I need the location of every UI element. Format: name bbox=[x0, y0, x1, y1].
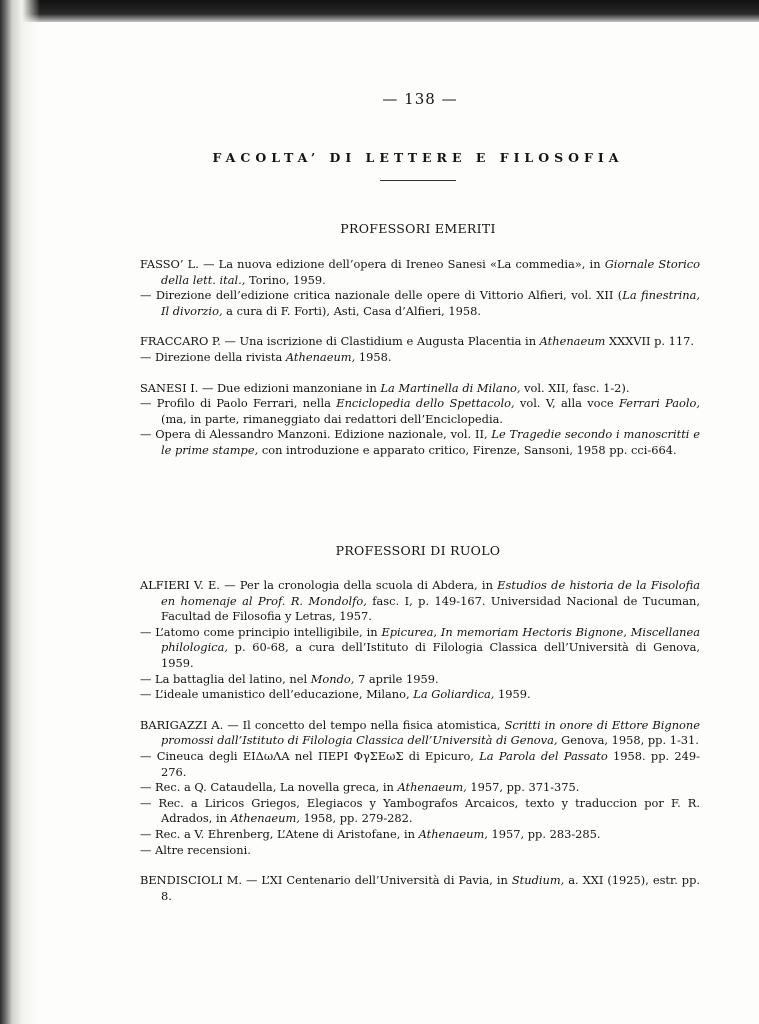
bibliography-entry bbox=[140, 578, 700, 703]
page-number: — 138 — bbox=[382, 90, 458, 108]
entry-title-italic: La Goliardica, bbox=[413, 687, 495, 702]
title-rule bbox=[380, 180, 456, 181]
entries-ruolo bbox=[140, 578, 700, 919]
entry-text: a. XXI (1925), estr. pp. 8. bbox=[161, 873, 701, 903]
entry-item bbox=[140, 396, 700, 427]
entry-item bbox=[140, 288, 700, 319]
entry-text: fasc. I, p. 149-167. Universidad Nacional de Tucuman, Facultad de Filosofia y Letras, 1957. bbox=[161, 593, 700, 624]
entry-author: FASSO’ L. bbox=[140, 257, 199, 271]
entry-item bbox=[140, 780, 700, 796]
bibliography-entry bbox=[140, 257, 700, 319]
entry-item bbox=[140, 843, 700, 859]
entry-text: 1959. bbox=[494, 687, 531, 702]
entry-author: ALFIERI V. E. bbox=[140, 578, 220, 592]
entry-item bbox=[140, 350, 700, 366]
entry-text: 1958. bbox=[355, 349, 392, 364]
entry-text: (ma, in parte, rimaneggiato dai redattori dell’Enciclopedia. bbox=[161, 411, 504, 426]
entry-title-italic: Athenaeum, bbox=[230, 811, 300, 826]
entry-text: — Profilo di Paolo Ferrari, nella bbox=[140, 396, 337, 411]
section-heading-emeriti: PROFESSORI EMERITI bbox=[340, 221, 496, 236]
entry-text: — Direzione dell’edizione critica nazionale delle opere di Vittorio Alfieri, vol. XII ( bbox=[140, 288, 623, 303]
bibliography-entry bbox=[140, 381, 700, 459]
entry-text: — Opera di Alessandro Manzoni. Edizione nazionale, vol. II, bbox=[140, 427, 492, 442]
entry-title-italic: Scritti in onore di Ettore Bignone promossi dall’Istituto di Filologia Classica dell’Università di Genova, bbox=[161, 717, 700, 748]
entry-title-italic: La finestrina, Il divorzio, bbox=[161, 288, 700, 318]
entry-text: — Rec. a Liricos Griegos, Elegiacos y Yambografos Arcaicos, texto y traduccion por F. R. Adrados, in bbox=[140, 795, 700, 826]
entry-item bbox=[140, 381, 700, 397]
entry-text: — Rec. a V. Ehrenberg, L’Atene di Aristofane, in bbox=[140, 826, 419, 841]
entry-text: — Due edizioni manzoniane in bbox=[201, 380, 381, 395]
entry-text: Torino, 1959. bbox=[245, 272, 326, 287]
entry-title-italic: Giornale Storico della lett. ital., bbox=[161, 257, 700, 287]
bibliography-entry bbox=[140, 873, 700, 904]
entry-title-italic: Estudios de historia de la Fisolofia en homenaje al Prof. R. Mondolfo, bbox=[161, 578, 701, 608]
entry-item bbox=[140, 749, 700, 780]
entry-text: — Altre recensioni. bbox=[140, 842, 251, 857]
entry-item bbox=[140, 257, 700, 288]
entry-text: — La battaglia del latino, nel bbox=[140, 671, 311, 686]
entry-text: 7 aprile 1959. bbox=[354, 671, 439, 686]
entry-text: — L’ideale umanistico dell’educazione, Milano, bbox=[140, 687, 414, 702]
entry-item bbox=[140, 687, 700, 703]
entry-author: BENDISCIOLI M. bbox=[140, 873, 242, 888]
entry-item bbox=[140, 873, 700, 904]
entry-item bbox=[140, 672, 700, 688]
entry-text: Genova, 1958, pp. 1-31. bbox=[557, 733, 699, 748]
entries-emeriti bbox=[140, 257, 700, 474]
entry-item bbox=[140, 796, 700, 827]
entry-item bbox=[140, 625, 700, 672]
entry-text: 1957, pp. 283-285. bbox=[487, 826, 601, 841]
entry-title-italic: La Martinella di Milano, bbox=[380, 380, 521, 395]
section-heading-ruolo: PROFESSORI DI RUOLO bbox=[335, 543, 501, 558]
entry-text: — L’atomo come principio intelligibile, in bbox=[140, 624, 382, 639]
bibliography-entry bbox=[140, 334, 700, 365]
entry-text: — L’XI Centenario dell’Università di Pavia, in bbox=[245, 873, 512, 888]
entry-author: SANESI I. bbox=[140, 380, 199, 395]
entry-text: — Cineuca degli ΕΙΔωΛΑ nel ΠΕΡΙ ΦγΣΕωΣ di Epicuro, bbox=[140, 748, 480, 763]
entry-text: — La nuova edizione dell’opera di Ireneo Sanesi «La commedia», in bbox=[203, 257, 605, 271]
entry-text: a cura di F. Forti), Asti, Casa d’Alfieri, 1958. bbox=[222, 303, 481, 318]
entry-text: — Il concetto del tempo nella fisica atomistica, bbox=[227, 717, 505, 732]
entry-text: — Rec. a Q. Cataudella, La novella greca, in bbox=[140, 780, 398, 795]
entry-author: BARIGAZZI A. bbox=[140, 717, 224, 732]
entry-title-italic: Le Tragedie secondo i manoscritti e le prime stampe, bbox=[161, 427, 700, 457]
entry-title-italic: Studium, bbox=[511, 873, 565, 888]
entry-title-italic: La Parola del Passato bbox=[479, 748, 608, 763]
entry-text: 1957, pp. 371-375. bbox=[466, 780, 580, 795]
entry-title-italic: Athenaeum, bbox=[418, 826, 488, 841]
entry-text: — Una iscrizione di Clastidium e Augusta Placentia in bbox=[224, 334, 540, 349]
entry-item bbox=[140, 827, 700, 843]
entry-title-italic: Ferrari Paolo, bbox=[618, 396, 701, 411]
entry-text: vol. V, alla voce bbox=[514, 396, 619, 411]
entry-title-italic: Athenaeum, bbox=[397, 780, 467, 795]
entry-item bbox=[140, 578, 700, 625]
entry-title-italic: Epicurea, In memoriam Hectoris Bignone, Miscellanea philologica, bbox=[161, 624, 700, 655]
faculty-title: FACOLTA’ DI LETTERE E FILOSOFIA bbox=[212, 150, 624, 165]
entry-text: — Direzione della rivista bbox=[140, 349, 286, 364]
entry-text: p. 60-68, a cura dell’Istituto di Filologia Classica dell’Università di Genova, 1959. bbox=[161, 640, 700, 670]
entry-title-italic: Enciclopedia dello Spettacolo, bbox=[336, 396, 515, 411]
bibliography-entry bbox=[140, 718, 700, 858]
entry-title-italic: Athenaeum bbox=[539, 334, 606, 349]
entry-text: XXXVII p. 117. bbox=[605, 334, 695, 349]
entry-title-italic: Mondo, bbox=[310, 671, 355, 686]
entry-text: 1958. pp. 249-276. bbox=[161, 748, 701, 779]
entry-item bbox=[140, 718, 700, 749]
entry-title-italic: Athenaeum, bbox=[285, 349, 356, 364]
entry-author: FRACCARO P. bbox=[140, 334, 221, 349]
entry-text: con introduzione e apparato critico, Firenze, Sansoni, 1958 pp. cci-664. bbox=[258, 442, 677, 457]
entry-text: — Per la cronologia della scuola di Abdera, in bbox=[224, 578, 498, 592]
entry-text: 1958, pp. 279-282. bbox=[299, 811, 413, 826]
entry-text: vol. XII, fasc. 1-2). bbox=[520, 380, 630, 395]
entry-item bbox=[140, 427, 700, 458]
entry-item bbox=[140, 334, 700, 350]
